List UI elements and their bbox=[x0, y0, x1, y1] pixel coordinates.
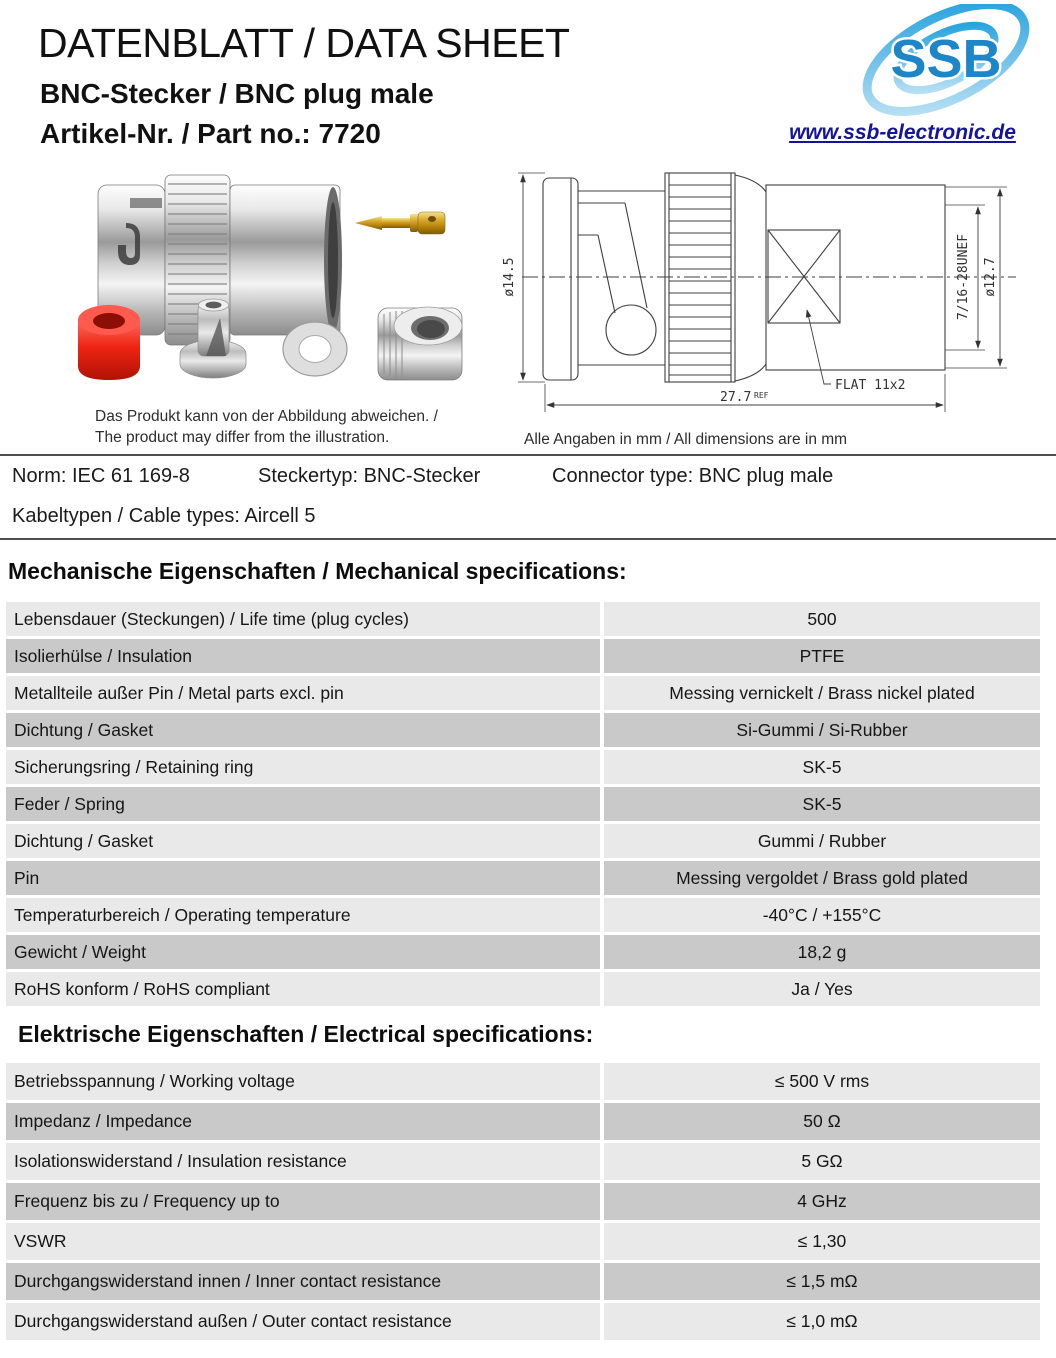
page-title: DATENBLATT / DATA SHEET bbox=[38, 20, 570, 66]
photo-caption bbox=[95, 406, 438, 448]
table-row bbox=[6, 972, 1040, 1006]
spec-value: 500 bbox=[604, 602, 1040, 636]
spec-value: SK-5 bbox=[604, 787, 1040, 821]
electrical-heading: Elektrische Eigenschaften / Electrical specifications: bbox=[18, 1021, 594, 1047]
part-number-line: Artikel-Nr. / Part no.: 7720 bbox=[40, 118, 381, 149]
table-row bbox=[6, 861, 1040, 895]
spec-label: RoHS konform / RoHS compliant bbox=[6, 972, 600, 1006]
spec-value: 4 GHz bbox=[604, 1183, 1040, 1220]
photo-caption-line1: Das Produkt kann von der Abbildung abweichen. / bbox=[95, 408, 438, 425]
spec-label: Feder / Spring bbox=[6, 787, 600, 821]
table-row bbox=[6, 1063, 1040, 1100]
spec-label: Isolationswiderstand / Insulation resistance bbox=[6, 1143, 600, 1180]
spec-label: Durchgangswiderstand innen / Inner contact resistance bbox=[6, 1263, 600, 1300]
product-photo bbox=[30, 168, 475, 398]
spec-label: Pin bbox=[6, 861, 600, 895]
spec-label: Dichtung / Gasket bbox=[6, 824, 600, 858]
table-row bbox=[6, 1263, 1040, 1300]
spec-value: 50 Ω bbox=[604, 1103, 1040, 1140]
spec-label: Lebensdauer (Steckungen) / Life time (plug cycles) bbox=[6, 602, 600, 636]
spec-value: 18,2 g bbox=[604, 935, 1040, 969]
spec-value: ≤ 500 V rms bbox=[604, 1063, 1040, 1100]
table-row bbox=[6, 787, 1040, 821]
dim-length-label: 27.7 bbox=[720, 390, 752, 405]
spec-label: Dichtung / Gasket bbox=[6, 713, 600, 747]
flat-label: FLAT 11x2 bbox=[835, 378, 906, 393]
spec-value: 5 GΩ bbox=[604, 1143, 1040, 1180]
technical-drawing bbox=[488, 162, 1053, 424]
spec-value: Si-Gummi / Si-Rubber bbox=[604, 713, 1040, 747]
spec-label: VSWR bbox=[6, 1223, 600, 1260]
spec-value: -40°C / +155°C bbox=[604, 898, 1040, 932]
electrical-table bbox=[6, 1063, 1040, 1340]
table-row bbox=[6, 824, 1040, 858]
spec-label: Betriebsspannung / Working voltage bbox=[6, 1063, 600, 1100]
table-row bbox=[6, 639, 1040, 673]
center-pin-illustration bbox=[355, 212, 445, 234]
spec-value: ≤ 1,30 bbox=[604, 1223, 1040, 1260]
spec-value: SK-5 bbox=[604, 750, 1040, 784]
dim-thread-label: 7/16-28UNEF bbox=[956, 233, 971, 321]
steckertyp-value: Steckertyp: BNC-Stecker bbox=[258, 465, 481, 487]
spec-label: Gewicht / Weight bbox=[6, 935, 600, 969]
table-row bbox=[6, 750, 1040, 784]
cable-types-value: Kabeltypen / Cable types: Aircell 5 bbox=[12, 505, 316, 527]
table-row bbox=[6, 1103, 1040, 1140]
ssb-logo bbox=[848, 4, 1048, 116]
divider-top bbox=[0, 454, 1056, 456]
spec-value: Messing vernickelt / Brass nickel plated bbox=[604, 676, 1040, 710]
table-row bbox=[6, 676, 1040, 710]
spec-label: Sicherungsring / Retaining ring bbox=[6, 750, 600, 784]
spec-value: ≤ 1,5 mΩ bbox=[604, 1263, 1040, 1300]
table-row bbox=[6, 1303, 1040, 1340]
mechanical-table bbox=[6, 602, 1040, 1006]
connector-type-value: Connector type: BNC plug male bbox=[552, 465, 834, 487]
washer-illustration bbox=[283, 322, 347, 376]
dim-length-ref-label: REF bbox=[754, 391, 769, 400]
website-link[interactable]: www.ssb-electronic.de bbox=[789, 121, 1016, 144]
table-row bbox=[6, 1143, 1040, 1180]
logo-text: SSB bbox=[890, 29, 1002, 89]
spec-label: Temperaturbereich / Operating temperature bbox=[6, 898, 600, 932]
table-row bbox=[6, 898, 1040, 932]
red-gasket-illustration bbox=[78, 305, 140, 380]
table-row bbox=[6, 1223, 1040, 1260]
nut-illustration bbox=[378, 307, 462, 380]
norm-value: Norm: IEC 61 169-8 bbox=[12, 465, 190, 487]
spec-value: ≤ 1,0 mΩ bbox=[604, 1303, 1040, 1340]
product-subtitle: BNC-Stecker / BNC plug male bbox=[40, 78, 434, 109]
spec-value: PTFE bbox=[604, 639, 1040, 673]
spec-value: Gummi / Rubber bbox=[604, 824, 1040, 858]
spec-label: Metallteile außer Pin / Metal parts excl. pin bbox=[6, 676, 600, 710]
spec-value: Ja / Yes bbox=[604, 972, 1040, 1006]
dim-diameter-right-label: ø12.7 bbox=[983, 257, 998, 297]
table-row bbox=[6, 1183, 1040, 1220]
spec-label: Frequenz bis zu / Frequency up to bbox=[6, 1183, 600, 1220]
drawing-caption: Alle Angaben in mm / All dimensions are in mm bbox=[524, 431, 848, 448]
dim-diameter-left-label: ø14.5 bbox=[502, 257, 517, 297]
spec-label: Isolierhülse / Insulation bbox=[6, 639, 600, 673]
spec-value: Messing vergoldet / Brass gold plated bbox=[604, 861, 1040, 895]
mechanical-heading: Mechanische Eigenschaften / Mechanical specifications: bbox=[8, 558, 627, 584]
table-row bbox=[6, 935, 1040, 969]
spec-label: Durchgangswiderstand außen / Outer contact resistance bbox=[6, 1303, 600, 1340]
table-row bbox=[6, 713, 1040, 747]
divider-bottom bbox=[0, 538, 1056, 540]
spec-label: Impedanz / Impedance bbox=[6, 1103, 600, 1140]
photo-caption-line2: The product may differ from the illustration. bbox=[95, 429, 390, 446]
table-row bbox=[6, 602, 1040, 636]
